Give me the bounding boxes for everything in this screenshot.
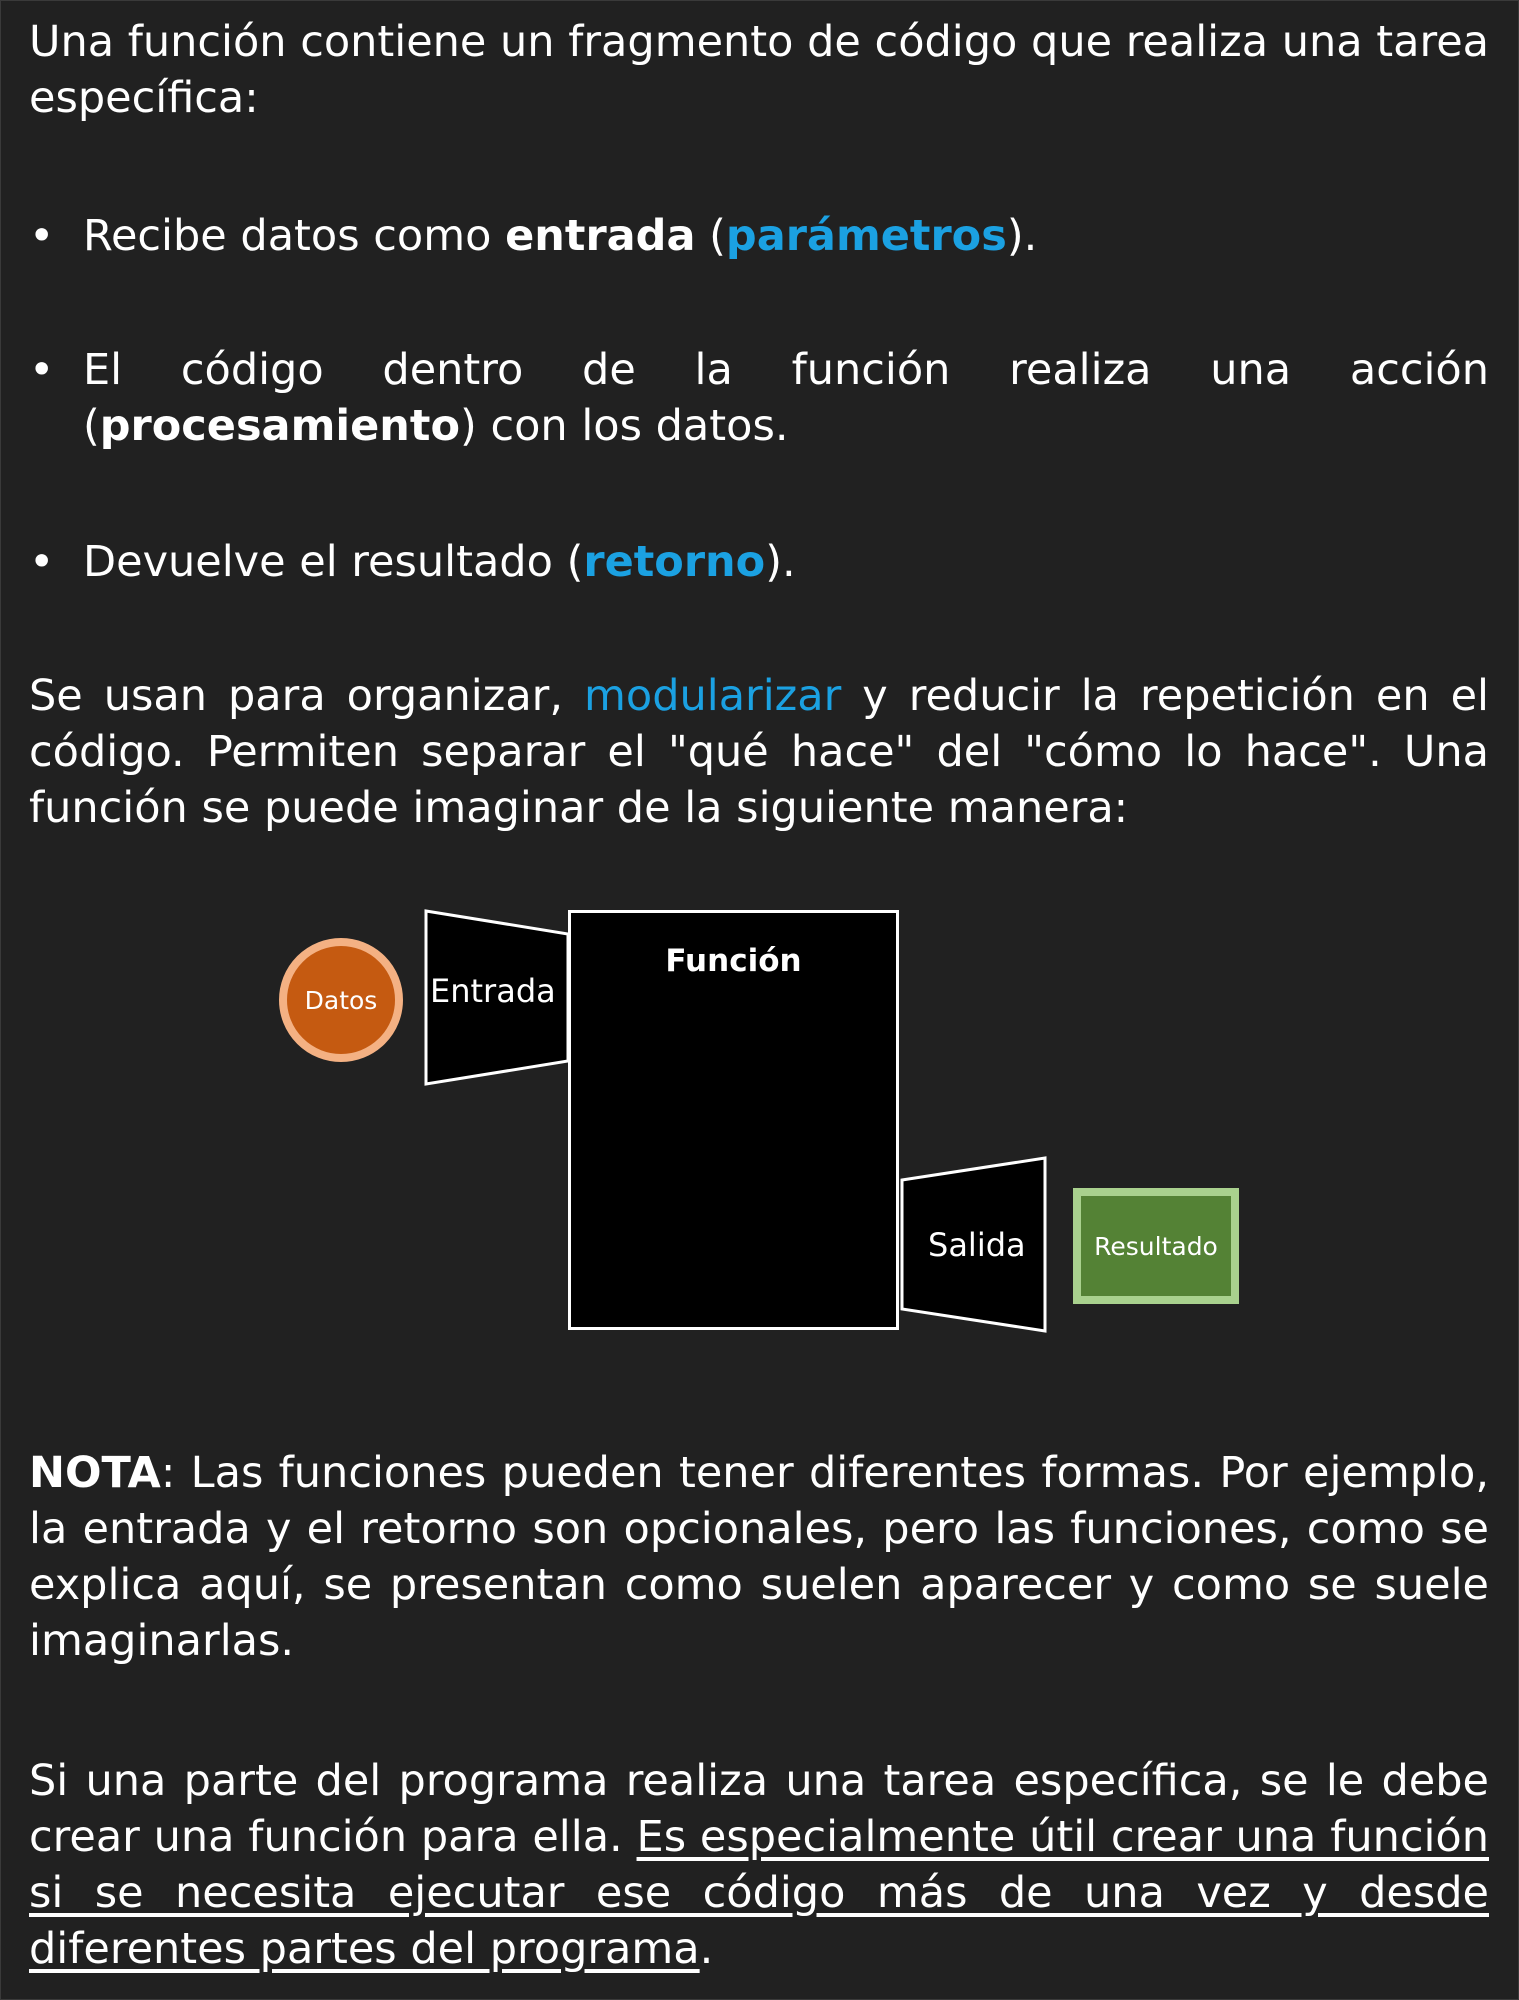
bullet-item-processing: • El código dentro de la función realiza una acción (procesamiento) con los datos. — [29, 342, 1489, 454]
bullet-dot: • — [29, 211, 55, 261]
bullet-dot: • — [29, 345, 55, 395]
resultado-box: Resultado — [1073, 1188, 1239, 1304]
bullet-item-input: • Recibe datos como entrada (parámetros). — [29, 208, 1489, 264]
term-retorno: retorno — [583, 537, 766, 587]
underlined-statement: Es especialmente útil crear una función si se necesita ejecutar ese código más de una vez y desde diferentes partes del programa — [29, 1812, 1489, 1974]
modular-paragraph: Se usan para organizar, modularizar y reducir la repetición en el código. Permiten separar el "qué hace" del "cómo lo hace". Una función se puede imaginar de la siguiente manera: — [29, 671, 1490, 833]
bullet-item-return: • Devuelve el resultado (retorno). — [29, 534, 1489, 590]
entrada-label: Entrada — [430, 972, 556, 1010]
datos-circle: Datos — [279, 938, 403, 1062]
term-procesamiento: procesamiento — [99, 401, 460, 451]
final-paragraph: Si una parte del programa realiza una tarea específica, se le debe crear una función para ella. Es especialmente útil crear una función si se necesita ejecutar ese código más de una vez y desde diferentes partes del programa. — [29, 1756, 1489, 1974]
function-box — [568, 910, 899, 1330]
function-title: Función — [665, 943, 802, 979]
intro-paragraph: Una función contiene un fragmento de código que realiza una tarea específica: — [29, 17, 1489, 123]
note-paragraph: NOTA: Las funciones pueden tener diferentes formas. Por ejemplo, la entrada y el retorno son opcionales, pero las funciones, como se explica aquí, se presentan como suelen aparecer y como se suele imaginarlas. — [29, 1448, 1489, 1666]
note-label: NOTA — [29, 1448, 161, 1498]
salida-label: Salida — [928, 1226, 1026, 1264]
term-parametros: parámetros — [725, 211, 1007, 261]
term-entrada: entrada — [505, 211, 696, 261]
bullet-dot: • — [29, 537, 55, 587]
function-diagram — [0, 900, 1519, 1350]
term-modularizar: modularizar — [584, 671, 842, 721]
